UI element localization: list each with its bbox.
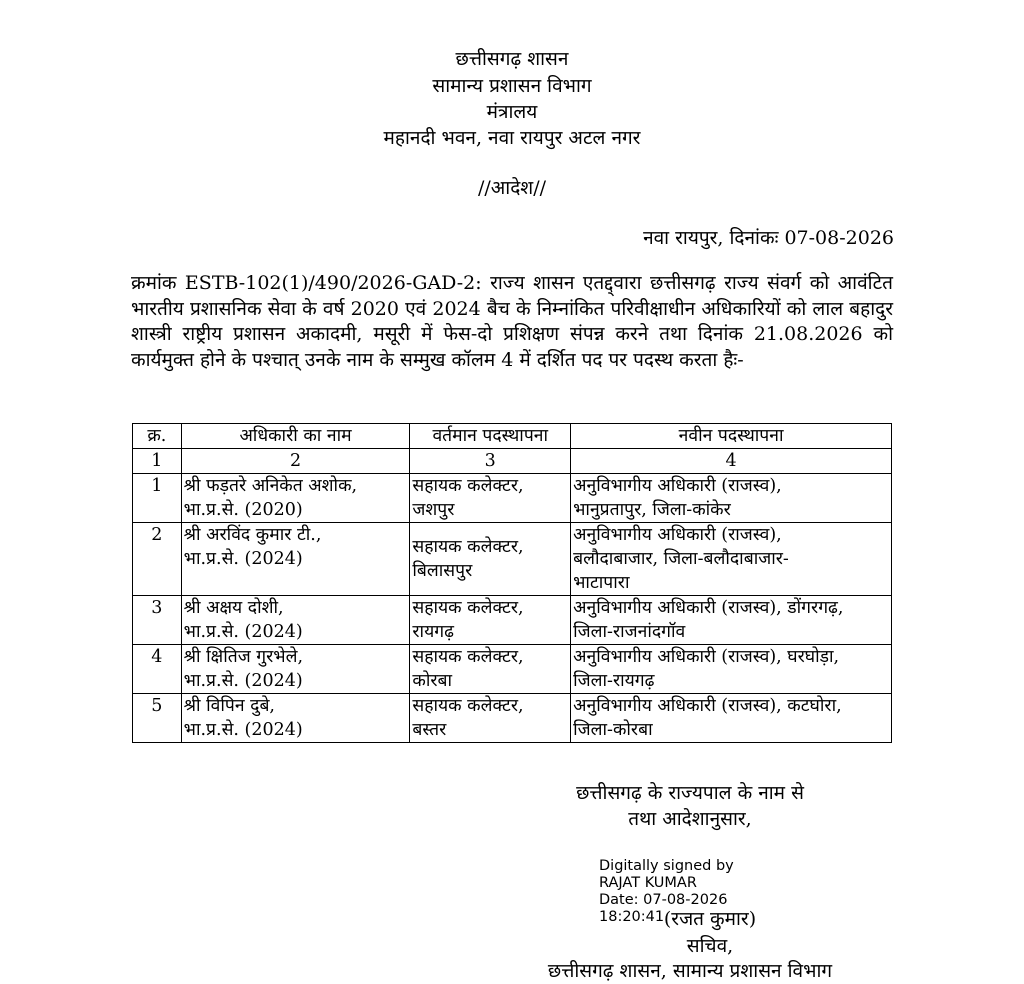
- signatory-name: (रजत कुमार): [663, 908, 757, 930]
- order-title: //आदेश//: [477, 177, 547, 199]
- new-posting-cell: [571, 596, 892, 645]
- officer-name: श्री अरविंद कुमार टी.,: [183, 525, 322, 545]
- officer-name-cell: [181, 645, 410, 694]
- index-cell: 4: [571, 449, 892, 474]
- new-post: अनुविभागीय अधिकारी (राजस्व),: [573, 476, 782, 496]
- header-officer-name: अधिकारी का नाम: [181, 424, 410, 449]
- index-cell: 3: [410, 449, 571, 474]
- header-government: छत्तीसगढ़ शासन: [455, 48, 569, 70]
- officer-name-cell: [181, 694, 410, 743]
- posting-table: [132, 423, 892, 743]
- table-row: [133, 596, 892, 645]
- order-body: क्रमांक ESTB-102(1)/490/2026-GAD-2: राज्य शासन एतद्द्वारा छत्तीसगढ़ राज्य संवर्ग को आवंटित भारतीय प्रशासनिक सेवा के वर्ष 2020 एवं 2024 बैच के निम्नांकित परिवीक्षाधीन अधिकारियों को लाल बहादुर शास्त्री राष्ट्रीय प्रशासन अकादमी, मसूरी में फेस-दो प्रशिक्षण संपन्न करने तथा दिनांक 21.08.2026 को कार्यमुक्त होने के पश्चात् उनके नाम के सम्मुख कॉलम 4 में दर्शित पद पर पदस्थ करता हैः-: [131, 272, 893, 371]
- current-post: सहायक कलेक्टर,: [412, 696, 524, 716]
- closing-line-1: छत्तीसगढ़ के राज्यपाल के नाम से: [576, 782, 804, 804]
- table-row: [133, 474, 892, 523]
- new-place-continued: भाटापारा: [573, 573, 630, 593]
- officer-name-cell: [181, 474, 410, 523]
- index-cell: 1: [133, 449, 182, 474]
- table-row: [133, 523, 892, 596]
- officer-service: भा.प्र.से. (2024): [183, 720, 303, 740]
- officer-service: भा.प्र.से. (2020): [183, 500, 303, 520]
- officer-name: श्री विपिन दुबे,: [183, 696, 275, 716]
- header-ministry: मंत्रालय: [486, 101, 538, 123]
- new-post: अनुविभागीय अधिकारी (राजस्व), घरघोड़ा,: [573, 647, 840, 667]
- current-post: सहायक कलेक्टर,: [412, 647, 524, 667]
- date-line: नवा रायपुर, दिनांकः 07-08-2026: [643, 227, 894, 249]
- current-posting-cell: [410, 645, 571, 694]
- officer-service: भा.प्र.से. (2024): [183, 671, 303, 691]
- header-sno: क्र.: [133, 424, 182, 449]
- current-place: जशपुर: [412, 500, 455, 520]
- new-posting-cell: [571, 645, 892, 694]
- officer-name: श्री फड़तरे अनिकेत अशोक,: [183, 476, 358, 496]
- signature-signer: RAJAT KUMAR: [599, 875, 697, 891]
- new-post: अनुविभागीय अधिकारी (राजस्व), कटघोरा,: [573, 696, 842, 716]
- new-place: बलौदाबाजार, जिला-बलौदाबाजार-: [573, 549, 789, 569]
- new-place: जिला-रायगढ़: [573, 671, 655, 691]
- index-cell: 2: [181, 449, 410, 474]
- new-posting-cell: [571, 694, 892, 743]
- signatory-designation: सचिव,: [686, 935, 734, 957]
- new-place: भानुप्रतापुर, जिला-कांकेर: [573, 500, 731, 520]
- officer-service: भा.प्र.से. (2024): [183, 549, 303, 569]
- new-posting-cell: [571, 474, 892, 523]
- current-posting-cell: [410, 596, 571, 645]
- officer-name: श्री अक्षय दोशी,: [183, 598, 284, 618]
- officer-service: भा.प्र.से. (2024): [183, 622, 303, 642]
- serial-number: 5: [133, 694, 182, 743]
- serial-number: 3: [133, 596, 182, 645]
- signature-line: Digitally signed by: [599, 858, 734, 874]
- table-row: [133, 694, 892, 743]
- current-post: सहायक कलेक्टर,: [412, 598, 524, 618]
- current-posting-cell: [410, 474, 571, 523]
- officer-name-cell: [181, 596, 410, 645]
- current-post: सहायक कलेक्टर,: [412, 476, 524, 496]
- signature-date: Date: 07-08-2026: [599, 892, 728, 908]
- current-place: बस्तर: [412, 720, 447, 740]
- new-post: अनुविभागीय अधिकारी (राजस्व), डोंगरगढ़,: [573, 598, 844, 618]
- header-department: सामान्य प्रशासन विभाग: [432, 75, 592, 97]
- header-current-posting: वर्तमान पदस्थापना: [410, 424, 571, 449]
- current-post: सहायक कलेक्टर,: [412, 537, 524, 557]
- current-place: बिलासपुर: [412, 561, 473, 581]
- new-post: अनुविभागीय अधिकारी (राजस्व),: [573, 525, 782, 545]
- new-posting-cell: [571, 523, 892, 596]
- signature-time: 18:20:41: [599, 909, 665, 925]
- signatory-department: छत्तीसगढ़ शासन, सामान्य प्रशासन विभाग: [547, 960, 833, 982]
- header-new-posting: नवीन पदस्थापना: [571, 424, 892, 449]
- table-header-row: [133, 424, 892, 449]
- officer-name: श्री क्षितिज गुरभेले,: [183, 647, 304, 667]
- new-place: जिला-कोरबा: [573, 720, 653, 740]
- current-place: कोरबा: [412, 671, 453, 691]
- officer-name-cell: [181, 523, 410, 596]
- serial-number: 4: [133, 645, 182, 694]
- serial-number: 1: [133, 474, 182, 523]
- current-posting-cell: [410, 523, 571, 596]
- table-row: [133, 645, 892, 694]
- new-place: जिला-राजनांदगॉव: [573, 622, 686, 642]
- closing-line-2: तथा आदेशानुसार,: [628, 808, 752, 830]
- table-index-row: [133, 449, 892, 474]
- current-posting-cell: [410, 694, 571, 743]
- serial-number: 2: [133, 523, 182, 596]
- current-place: रायगढ़: [412, 622, 454, 642]
- header-address: महानदी भवन, नवा रायपुर अटल नगर: [383, 127, 641, 149]
